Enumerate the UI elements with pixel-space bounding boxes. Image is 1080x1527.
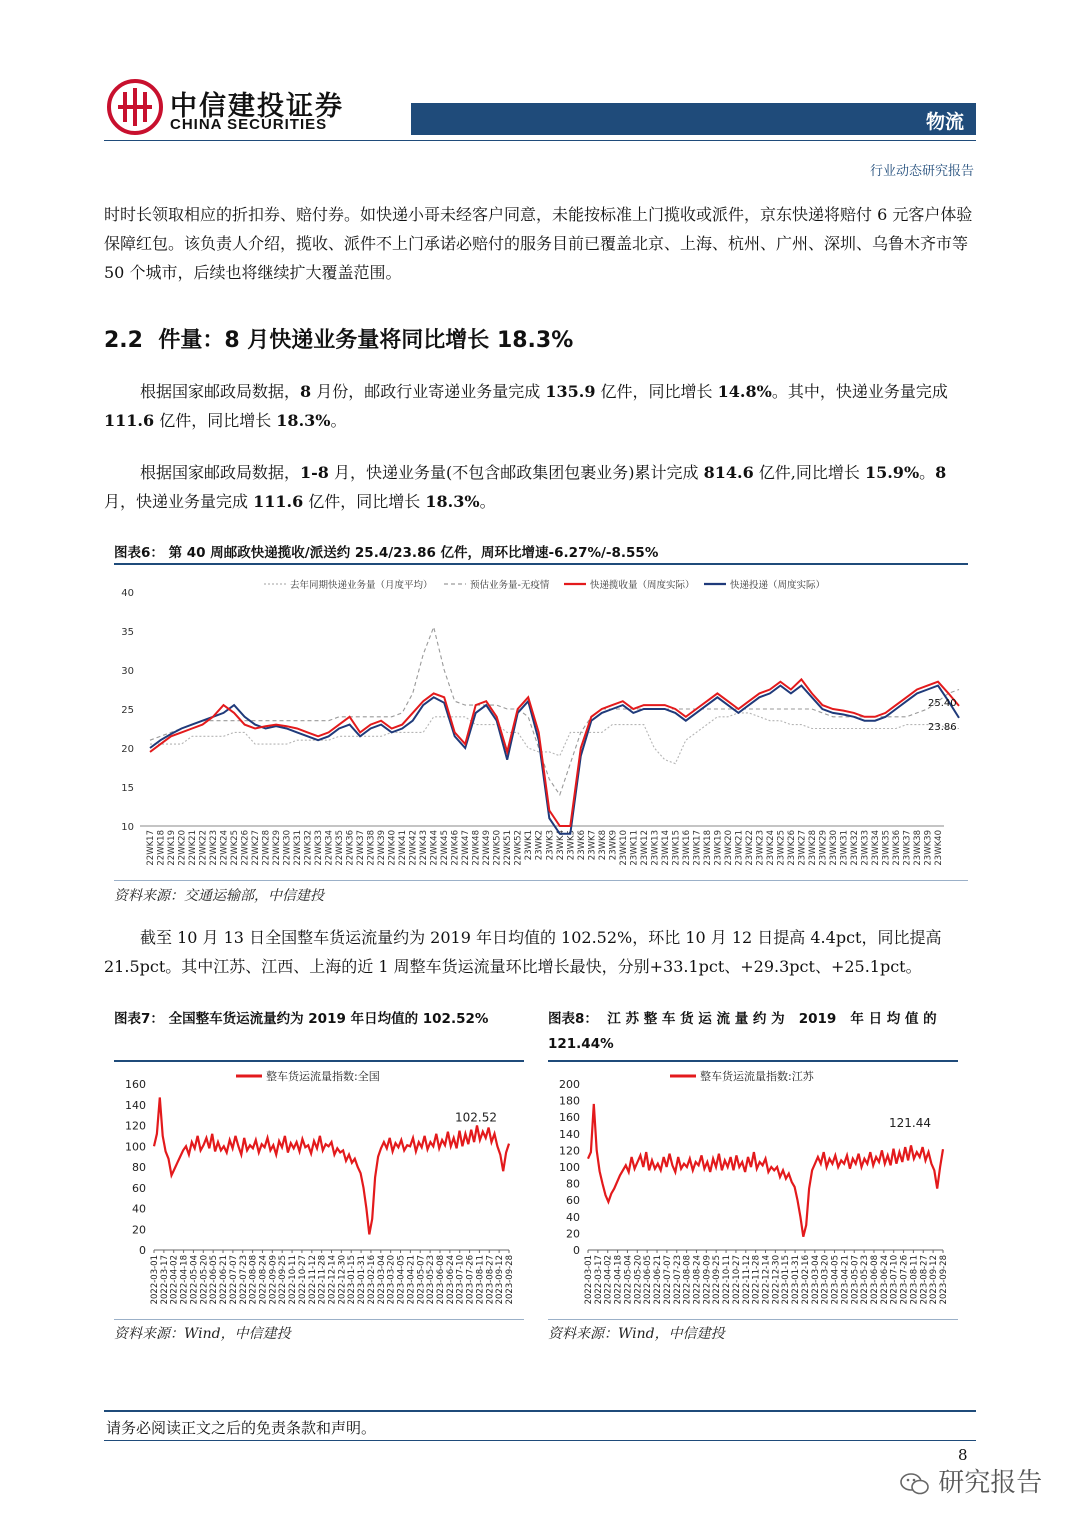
fig6-xtick-label: 23WK19 — [713, 830, 724, 866]
fig7-xtick-label: 2023-05-07 — [416, 1255, 427, 1305]
p3-c: 月，快递业务量(不包含邮政集团包裹业务)累计完成 — [328, 463, 704, 482]
fig7-xtick-label: 2022-12-30 — [337, 1255, 348, 1305]
fig7-xtick-label: 2022-09-25 — [278, 1255, 289, 1305]
fig7-xtick-label: 2023-01-31 — [357, 1255, 368, 1305]
fig8-xtick-label: 2022-11-28 — [751, 1255, 762, 1305]
fig8-source: 资料来源：Wind，中信建投 — [548, 1326, 725, 1342]
fig6-xtick-label: 22WK37 — [356, 830, 367, 866]
fig8-xtick-label: 2023-09-28 — [939, 1255, 949, 1305]
fig8-xtick-label: 2022-11-12 — [741, 1255, 752, 1305]
fig6-xtick-label: 23WK15 — [671, 830, 682, 866]
watermark — [900, 1462, 1042, 1499]
fig7-top-rule — [114, 1060, 524, 1062]
fig8-xtick-label: 2022-08-24 — [692, 1255, 703, 1305]
fig7-xtick-label: 2023-08-27 — [485, 1255, 496, 1305]
fig7-xtick-label: 2023-06-24 — [445, 1255, 456, 1305]
footer-rule — [104, 1410, 976, 1412]
fig6-xtick-label: 22WK44 — [429, 830, 440, 866]
fig6-xtick-label: 23WK40 — [934, 830, 944, 866]
p3-d: 814.6 — [703, 463, 754, 482]
fig6-legend-label: 快递投递（周度实际） — [730, 580, 826, 591]
fig8-ytick-label: 160 — [559, 1111, 580, 1125]
fig6-xtick-label: 23WK16 — [681, 830, 692, 866]
fig8-xtick-label: 2022-07-23 — [672, 1255, 683, 1305]
fig8-xtick-label: 2023-05-23 — [860, 1255, 871, 1305]
fig7-xtick-label: 2022-05-20 — [199, 1255, 210, 1305]
fig8-chart — [548, 1064, 958, 1319]
fig6-xtick-label: 23WK3 — [545, 830, 556, 861]
fig6-xtick-label: 22WK43 — [419, 830, 430, 866]
fig8-xtick-label: 2023-09-12 — [929, 1255, 940, 1305]
fig6-ytick-label: 15 — [121, 783, 134, 794]
fig6-xtick-label: 22WK26 — [240, 830, 251, 866]
fig8-xtick-label: 2023-05-07 — [850, 1255, 861, 1305]
fig8-top-rule — [548, 1060, 958, 1062]
fig7-ytick-label: 40 — [132, 1202, 146, 1216]
fig7-xtick-label: 2023-09-28 — [505, 1255, 515, 1305]
fig8-ytick-label: 180 — [559, 1094, 580, 1108]
fig7-ytick-label: 20 — [132, 1223, 146, 1237]
fig6-xtick-label: 22WK20 — [177, 830, 188, 866]
fig6-xtick-label: 22WK17 — [146, 830, 156, 866]
fig7-xtick-label: 2022-05-04 — [189, 1255, 200, 1305]
fig6-xtick-label: 23WK29 — [818, 830, 829, 866]
sector-bar — [411, 103, 976, 135]
fig7-ytick-label: 80 — [132, 1161, 146, 1174]
fig8-ytick-label: 40 — [566, 1210, 580, 1224]
fig6-xtick-label: 23WK31 — [839, 830, 850, 866]
fig6-ytick-label: 25 — [121, 705, 134, 716]
p2-d: 135.9 — [545, 382, 596, 401]
fig8-xtick-label: 2022-06-05 — [643, 1255, 654, 1305]
header-rule — [104, 140, 976, 141]
fig7-xtick-label: 2023-01-15 — [347, 1255, 358, 1305]
fig7-xtick-label: 2023-09-12 — [495, 1255, 506, 1305]
fig8-ytick-label: 80 — [566, 1177, 580, 1191]
p2-h: 111.6 — [104, 411, 155, 430]
paragraph-4: 截至 10 月 13 日全国整车货运流量约为 2019 年日均值的 102.52%，环比 10 月 12 日提高 4.4pct，同比提高 21.5pct。其中江苏、江西、上海的近 1 周整车货运流量环比增长最快，分别+33.1pct、+29.3pct、+25.1pct。 — [104, 928, 942, 976]
fig8-xtick-label: 2022-09-25 — [712, 1255, 723, 1305]
fig7-xtick-label: 2022-08-24 — [258, 1255, 269, 1305]
fig8-ytick-label: 140 — [559, 1127, 580, 1141]
fig6-xtick-label: 23WK10 — [618, 830, 629, 866]
fig6-xtick-label: 23WK34 — [870, 830, 881, 866]
fig7-xtick-label: 2023-03-04 — [376, 1255, 387, 1305]
fig6-xtick-label: 22WK22 — [198, 830, 209, 866]
fig6-series-line — [150, 627, 959, 795]
fig6-xtick-label: 22WK40 — [387, 830, 398, 866]
fig8-ytick-label: 200 — [559, 1078, 580, 1091]
fig8-xtick-label: 2023-02-16 — [800, 1255, 811, 1305]
fig6-xtick-label: 23WK23 — [755, 830, 766, 866]
fig7-xtick-label: 2023-07-26 — [465, 1255, 476, 1305]
fig7-xtick-label: 2022-04-18 — [179, 1255, 190, 1305]
fig8-xtick-label: 2022-04-18 — [613, 1255, 624, 1305]
p2-i: 亿件，同比增长 — [154, 411, 277, 430]
fig6-xtick-label: 22WK23 — [209, 830, 220, 866]
fig6-series-line — [150, 686, 959, 834]
fig6-xtick-label: 23WK32 — [849, 830, 860, 866]
fig7-xtick-label: 2022-11-28 — [317, 1255, 328, 1305]
fig8-xtick-label: 2023-03-04 — [810, 1255, 821, 1305]
p3-j: 111.6 — [253, 492, 304, 511]
wechat-icon — [900, 1472, 930, 1496]
fig8-ytick-label: 100 — [559, 1161, 580, 1174]
fig6-xtick-label: 23WK1 — [524, 830, 535, 861]
fig8-caption-line1: 图表8： 江 苏 整 车 货 运 流 量 约 为 2019 年 日 均 值 的 — [548, 1011, 937, 1027]
fig8-xtick-label: 2022-03-17 — [593, 1255, 604, 1305]
fig7-xtick-label: 2022-04-02 — [169, 1255, 180, 1305]
fig7-xtick-label: 2022-09-09 — [268, 1255, 279, 1305]
china-securities-logo-icon — [106, 78, 164, 136]
fig6-xtick-label: 23WK33 — [860, 830, 871, 866]
fig6-xtick-label: 23WK11 — [629, 830, 640, 866]
page-number: 8 — [958, 1446, 968, 1464]
fig6-xtick-label: 22WK28 — [261, 830, 272, 866]
fig6-xtick-label: 22WK47 — [461, 830, 472, 866]
report-type: 行业动态研究报告 — [869, 164, 974, 179]
fig8-xtick-label: 2023-08-27 — [919, 1255, 930, 1305]
fig6-xtick-label: 22WK24 — [219, 830, 230, 866]
fig8-xtick-label: 2022-06-21 — [653, 1255, 664, 1305]
fig6-xtick-label: 22WK50 — [492, 830, 503, 866]
fig6-xtick-label: 23WK20 — [723, 830, 734, 866]
fig7-xtick-label: 2023-08-11 — [475, 1255, 486, 1305]
fig6-xtick-label: 23WK36 — [891, 830, 902, 866]
fig8-xtick-label: 2022-12-30 — [771, 1255, 782, 1305]
fig8-caption-line2: 121.44% — [548, 1036, 614, 1052]
fig8-xtick-label: 2023-04-21 — [840, 1255, 851, 1305]
fig6-xtick-label: 22WK52 — [513, 830, 524, 866]
fig8-xtick-label: 2022-05-04 — [623, 1255, 634, 1305]
fig6-xtick-label: 22WK19 — [167, 830, 178, 866]
fig6-xtick-label: 23WK30 — [828, 830, 839, 866]
fig7-end-label: 102.52 — [455, 1110, 497, 1125]
p2-e: 亿件，同比增长 — [595, 382, 718, 401]
fig6-ytick-label: 35 — [121, 627, 134, 638]
fig7-ytick-label: 160 — [125, 1078, 146, 1091]
fig8-xtick-label: 2023-07-26 — [899, 1255, 910, 1305]
fig8-xtick-label: 2023-01-15 — [781, 1255, 792, 1305]
fig7-xtick-label: 2022-03-01 — [150, 1255, 160, 1305]
fig6-series-line — [150, 679, 959, 826]
fig6-xtick-label: 23WK37 — [902, 830, 913, 866]
fig7-ytick-label: 120 — [125, 1119, 146, 1133]
fig7-xtick-label: 2023-02-16 — [366, 1255, 377, 1305]
fig8-xtick-label: 2022-09-09 — [702, 1255, 713, 1305]
fig6-xtick-label: 23WK22 — [744, 830, 755, 866]
fig8-ytick-label: 120 — [559, 1144, 580, 1158]
p3-h: 8 — [935, 463, 947, 482]
p2-k: 。 — [330, 411, 347, 430]
fig6-bottom-rule — [114, 880, 968, 881]
fig6-xtick-label: 23WK4 — [555, 830, 566, 861]
fig8-xtick-label: 2022-04-02 — [603, 1255, 614, 1305]
fig6-end-label-pickup: 25.40 — [928, 697, 957, 709]
section-heading — [104, 323, 573, 354]
fig6-xtick-label: 22WK48 — [471, 830, 482, 866]
fig7-xtick-label: 2022-12-14 — [327, 1255, 338, 1305]
fig8-xtick-label: 2023-07-10 — [889, 1255, 900, 1305]
fig7-xtick-label: 2022-10-11 — [288, 1255, 299, 1305]
fig8-ytick-label: 0 — [573, 1244, 580, 1257]
fig6-xtick-label: 23WK7 — [587, 830, 598, 861]
fig6-top-rule — [114, 563, 968, 565]
fig6-xtick-label: 23WK17 — [692, 830, 703, 866]
fig6-xtick-label: 22WK30 — [282, 830, 293, 866]
fig6-xtick-label: 23WK28 — [807, 830, 818, 866]
fig7-caption: 图表7： 全国整车货运流量约为 2019 年日均值的 102.52% — [114, 1011, 489, 1027]
fig6-xtick-label: 23WK12 — [639, 830, 650, 866]
fig7-xtick-label: 2022-06-05 — [209, 1255, 220, 1305]
fig8-xtick-label: 2023-01-31 — [791, 1255, 802, 1305]
fig7-xtick-label: 2022-08-08 — [248, 1255, 259, 1305]
fig8-xtick-label: 2023-06-08 — [869, 1255, 880, 1305]
fig6-xtick-label: 22WK39 — [377, 830, 388, 866]
fig6-xtick-label: 22WK38 — [366, 830, 377, 866]
fig7-xtick-label: 2023-04-21 — [406, 1255, 417, 1305]
fig6-caption: 图表6： 第 40 周邮政快递揽收/派送约 25.4/23.86 亿件，周环比增速-6.27%/-8.55% — [114, 545, 659, 561]
company-name-cn: 中信建投证券 — [170, 91, 344, 121]
fig6-legend-label: 快递揽收量（周度实际） — [590, 580, 695, 591]
p3-g: 。 — [919, 463, 936, 482]
fig7-xtick-label: 2022-11-12 — [307, 1255, 318, 1305]
company-name-en: CHINA SECURITIES — [170, 116, 328, 133]
fig8-xtick-label: 2022-12-14 — [761, 1255, 772, 1305]
fig7-ytick-label: 0 — [139, 1244, 146, 1257]
fig8-xtick-label: 2023-08-11 — [909, 1255, 920, 1305]
section-number: 2.2 — [104, 328, 143, 353]
fig7-xtick-label: 2023-03-20 — [386, 1255, 397, 1305]
p3-l: 18.3% — [425, 492, 480, 511]
sector-label: 物流 — [925, 111, 964, 133]
p2-f: 14.8% — [717, 382, 772, 401]
fig6-xtick-label: 22WK51 — [503, 830, 514, 866]
fig6-xtick-label: 22WK27 — [251, 830, 262, 866]
fig6-xtick-label: 22WK33 — [314, 830, 325, 866]
fig6-ytick-label: 20 — [121, 744, 134, 755]
fig6-xtick-label: 23WK5 — [566, 830, 577, 861]
fig8-ytick-label: 20 — [566, 1227, 580, 1241]
fig6-xtick-label: 22WK35 — [335, 830, 346, 866]
fig6-xtick-label: 23WK26 — [786, 830, 797, 866]
p3-b: 1-8 — [300, 463, 329, 482]
watermark-text: 研究报告 — [938, 1468, 1043, 1498]
fig6-xtick-label: 23WK18 — [702, 830, 713, 866]
fig7-xtick-label: 2022-07-23 — [238, 1255, 249, 1305]
fig7-source: 资料来源：Wind，中信建投 — [114, 1326, 291, 1342]
fig7-xtick-label: 2022-06-21 — [219, 1255, 230, 1305]
fig6-xtick-label: 22WK29 — [272, 830, 283, 866]
fig6-xtick-label: 23WK6 — [576, 830, 587, 861]
fig6-source: 资料来源：交通运输部，中信建投 — [114, 888, 324, 904]
disclaimer: 请务必阅读正文之后的免责条款和声明。 — [106, 1419, 377, 1437]
fig6-ytick-label: 40 — [121, 588, 134, 599]
fig6-chart — [114, 568, 968, 880]
fig7-xtick-label: 2022-07-07 — [228, 1255, 239, 1305]
p2-b: 8 — [300, 382, 312, 401]
fig6-xtick-label: 23WK21 — [734, 830, 745, 866]
fig6-xtick-label: 22WK42 — [408, 830, 419, 866]
fig6-xtick-label: 23WK2 — [534, 830, 545, 861]
fig8-xtick-label: 2023-03-20 — [820, 1255, 831, 1305]
fig7-xtick-label: 2023-04-05 — [396, 1255, 407, 1305]
fig6-xtick-label: 23WK35 — [881, 830, 892, 866]
fig6-xtick-label: 23WK24 — [765, 830, 776, 866]
fig7-ytick-label: 60 — [132, 1181, 146, 1195]
fig7-xtick-label: 2023-05-23 — [426, 1255, 437, 1305]
fig6-ytick-label: 30 — [121, 666, 134, 677]
fig6-legend-label: 去年同期快递业务量（月度平均） — [290, 580, 433, 591]
fig6-xtick-label: 23WK9 — [608, 830, 619, 861]
p3-a: 根据国家邮政局数据， — [140, 463, 301, 482]
paragraph-3 — [104, 458, 978, 516]
fig7-xtick-label: 2022-10-27 — [297, 1255, 308, 1305]
fig6-xtick-label: 23WK39 — [923, 830, 934, 866]
fig7-chart — [114, 1064, 524, 1319]
fig6-xtick-label: 23WK27 — [797, 830, 808, 866]
p3-f: 15.9% — [864, 463, 920, 482]
p2-g: 。其中，快递业务量完成 — [771, 382, 948, 401]
fig6-legend-label: 预估业务量-无疫情 — [470, 580, 550, 591]
fig6-xtick-label: 22WK25 — [230, 830, 241, 866]
fig7-ytick-label: 100 — [125, 1140, 146, 1154]
fig8-xtick-label: 2022-05-20 — [633, 1255, 644, 1305]
fig8-xtick-label: 2022-10-11 — [722, 1255, 733, 1305]
fig6-xtick-label: 23WK8 — [597, 830, 608, 861]
fig7-xtick-label: 2023-06-08 — [435, 1255, 446, 1305]
logo — [106, 78, 164, 136]
p3-e: 亿件,同比增长 — [753, 463, 865, 482]
fig8-end-label: 121.44 — [889, 1116, 931, 1131]
fig6-xtick-label: 23WK13 — [650, 830, 661, 866]
fig6-ytick-label: 10 — [121, 822, 134, 833]
p3-i: 月，快递业务量完成 — [104, 492, 254, 511]
paragraph-2 — [104, 377, 978, 435]
p3-k: 亿件，同比增长 — [303, 492, 426, 511]
fig6-xtick-label: 22WK31 — [293, 830, 304, 866]
fig7-legend-label: 整车货运流量指数:全国 — [266, 1070, 380, 1083]
section-title: 件量：8 月快递业务量将同比增长 18.3% — [158, 328, 574, 353]
fig8-xtick-label: 2023-06-24 — [879, 1255, 890, 1305]
p2-c: 月份，邮政行业寄递业务量完成 — [311, 382, 546, 401]
p2-j: 18.3% — [276, 411, 331, 430]
fig8-xtick-label: 2022-03-01 — [584, 1255, 594, 1305]
fig7-xtick-label: 2023-07-10 — [455, 1255, 466, 1305]
footer-rule-2 — [104, 1440, 976, 1441]
fig6-xtick-label: 22WK36 — [345, 830, 356, 866]
fig7-xtick-label: 2022-03-17 — [159, 1255, 170, 1305]
fig6-xtick-label: 23WK14 — [660, 830, 671, 866]
fig6-xtick-label: 22WK49 — [482, 830, 493, 866]
fig6-xtick-label: 22WK18 — [156, 830, 167, 866]
fig6-xtick-label: 22WK21 — [188, 830, 199, 866]
fig7-bottom-rule — [114, 1319, 524, 1320]
fig8-xtick-label: 2023-04-05 — [830, 1255, 841, 1305]
p2-a: 根据国家邮政局数据， — [140, 382, 301, 401]
fig6-xtick-label: 22WK32 — [303, 830, 314, 866]
fig8-xtick-label: 2022-10-27 — [731, 1255, 742, 1305]
fig6-xtick-label: 22WK45 — [440, 830, 451, 866]
fig8-legend-label: 整车货运流量指数:江苏 — [700, 1070, 814, 1083]
fig7-ytick-label: 140 — [125, 1098, 146, 1112]
fig6-xtick-label: 22WK46 — [450, 830, 461, 866]
fig6-xtick-label: 23WK38 — [912, 830, 923, 866]
fig6-xtick-label: 22WK41 — [398, 830, 409, 866]
fig6-end-label-delivery: 23.86 — [928, 721, 957, 733]
fig8-bottom-rule — [548, 1319, 958, 1320]
p3-m: 。 — [479, 492, 496, 511]
fig6-xtick-label: 23WK25 — [776, 830, 787, 866]
fig6-xtick-label: 22WK34 — [324, 830, 335, 866]
fig8-xtick-label: 2022-07-07 — [662, 1255, 673, 1305]
fig8-xtick-label: 2022-08-08 — [682, 1255, 693, 1305]
fig8-ytick-label: 60 — [566, 1194, 580, 1208]
paragraph-1: 时时长领取相应的折扣券、赔付券。如快递小哥未经客户同意，未能按标准上门揽收或派件，京东快递将赔付 6 元客户体验保障红包。该负责人介绍，揽收、派件不上门承诺必赔付的服务目前已覆盖北京、上海、杭州、广州、深圳、乌鲁木齐市等 50 个城市，后续也将继续扩大覆盖范围。 — [104, 205, 973, 282]
fig6-series-line — [150, 713, 959, 764]
